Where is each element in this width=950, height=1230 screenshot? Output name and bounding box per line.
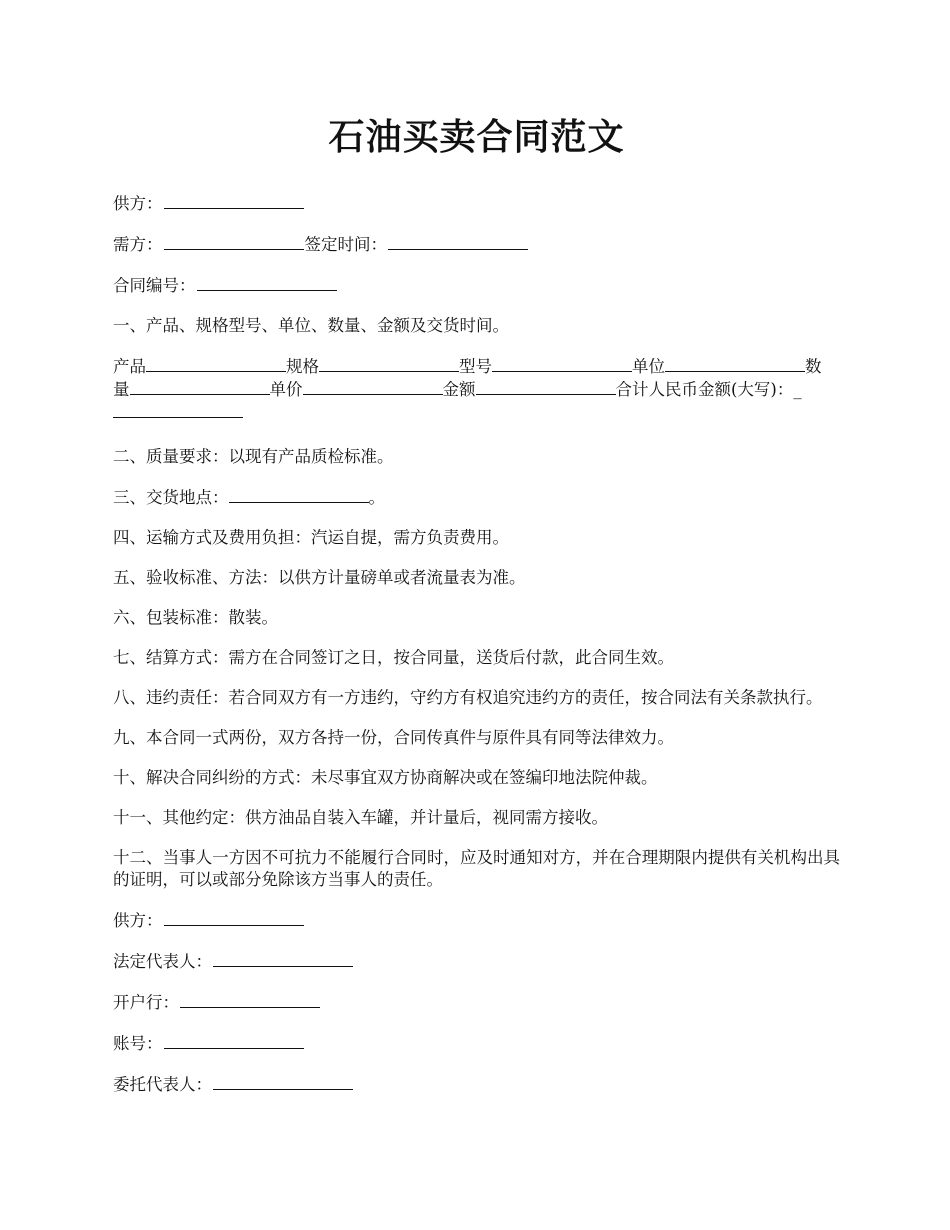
- clause-6: 六、包装标准：散装。: [113, 608, 278, 627]
- clause-9: 九、本合同一式两份，双方各持一份，合同传真件与原件具有同等法律效力。: [113, 728, 674, 747]
- document-title: 石油买卖合同范文: [328, 116, 625, 158]
- spec-label: 规格: [286, 357, 319, 376]
- clause-4: 四、运输方式及费用负担：汽运自提，需方负责费用。: [113, 528, 509, 547]
- sign-supplier-blank: [164, 909, 304, 926]
- clause-1-title: 一、产品、规格型号、单位、数量、金额及交货时间。: [113, 316, 509, 335]
- unit-price-blank: [303, 378, 443, 395]
- buyer-label: 需方：: [113, 235, 163, 254]
- supplier-line: [113, 192, 840, 215]
- clause-5: 五、验收标准、方法：以供方计量磅单或者流量表为准。: [113, 568, 526, 587]
- spec-blank: [319, 355, 459, 372]
- contract-no-line: [113, 274, 840, 297]
- bank-line: [113, 991, 840, 1014]
- total-blank: [113, 401, 243, 418]
- agent-label: 委托代表人：: [113, 1075, 212, 1094]
- clause-7: 七、结算方式：需方在合同签订之日，按合同量，送货后付款，此合同生效。: [113, 648, 674, 667]
- clause-3: [113, 486, 840, 509]
- account-blank: [164, 1032, 304, 1049]
- supplier-blank: [164, 192, 304, 209]
- qty-blank: [130, 378, 270, 395]
- qty-label-part2: 量: [113, 380, 130, 399]
- unit-blank: [665, 355, 805, 372]
- product-label: 产品: [113, 357, 146, 376]
- model-blank: [492, 355, 632, 372]
- signing-time-blank: [388, 233, 528, 250]
- clause-11: 十一、其他约定：供方油品自装入车罐，并计量后，视同需方接收。: [113, 808, 608, 827]
- bank-blank: [180, 991, 320, 1008]
- model-label: 型号: [459, 357, 492, 376]
- clause-3-end: 。: [368, 488, 385, 507]
- qty-label-part1: 数: [805, 357, 822, 376]
- clause-8: 八、违约责任：若合同双方有一方违约，守约方有权追究违约方的责任，按合同法有关条款执行。: [113, 688, 823, 707]
- agent-line: [113, 1073, 840, 1096]
- product-blank: [146, 355, 286, 372]
- contract-no-label: 合同编号：: [113, 276, 196, 295]
- account-label: 账号：: [113, 1034, 163, 1053]
- clause-3-text: 三、交货地点：: [113, 488, 229, 507]
- total-label: 合计人民币金额(大写)：_: [615, 380, 802, 399]
- product-details: [113, 355, 840, 424]
- agent-blank: [213, 1073, 353, 1090]
- delivery-place-blank: [229, 486, 369, 503]
- amount-blank: [476, 378, 616, 395]
- amount-label: 金额: [442, 380, 476, 399]
- bank-label: 开户行：: [113, 993, 179, 1012]
- contract-page: [113, 112, 840, 1114]
- unit-price-label: 单价: [269, 380, 303, 399]
- signing-time-label: 签定时间：: [304, 235, 387, 254]
- supplier-label: 供方：: [113, 194, 163, 213]
- account-line: [113, 1032, 840, 1055]
- buyer-line: [113, 233, 840, 256]
- clause-12: 十二、当事人一方因不可抗力不能履行合同时，应及时通知对方，并在合理期限内提供有关机构出具的证明，可以或部分免除该方当事人的责任。: [113, 848, 840, 889]
- legal-rep-label: 法定代表人：: [113, 952, 212, 971]
- contract-no-blank: [197, 274, 337, 291]
- unit-label: 单位: [632, 357, 665, 376]
- sign-supplier-line: [113, 909, 840, 932]
- legal-rep-line: [113, 950, 840, 973]
- clause-2: 二、质量要求：以现有产品质检标准。: [113, 447, 394, 466]
- clause-10: 十、解决合同纠纷的方式：未尽事宜双方协商解决或在签编印地法院仲裁。: [113, 768, 658, 787]
- legal-rep-blank: [213, 950, 353, 967]
- buyer-blank: [164, 233, 304, 250]
- sign-supplier-label: 供方：: [113, 911, 163, 930]
